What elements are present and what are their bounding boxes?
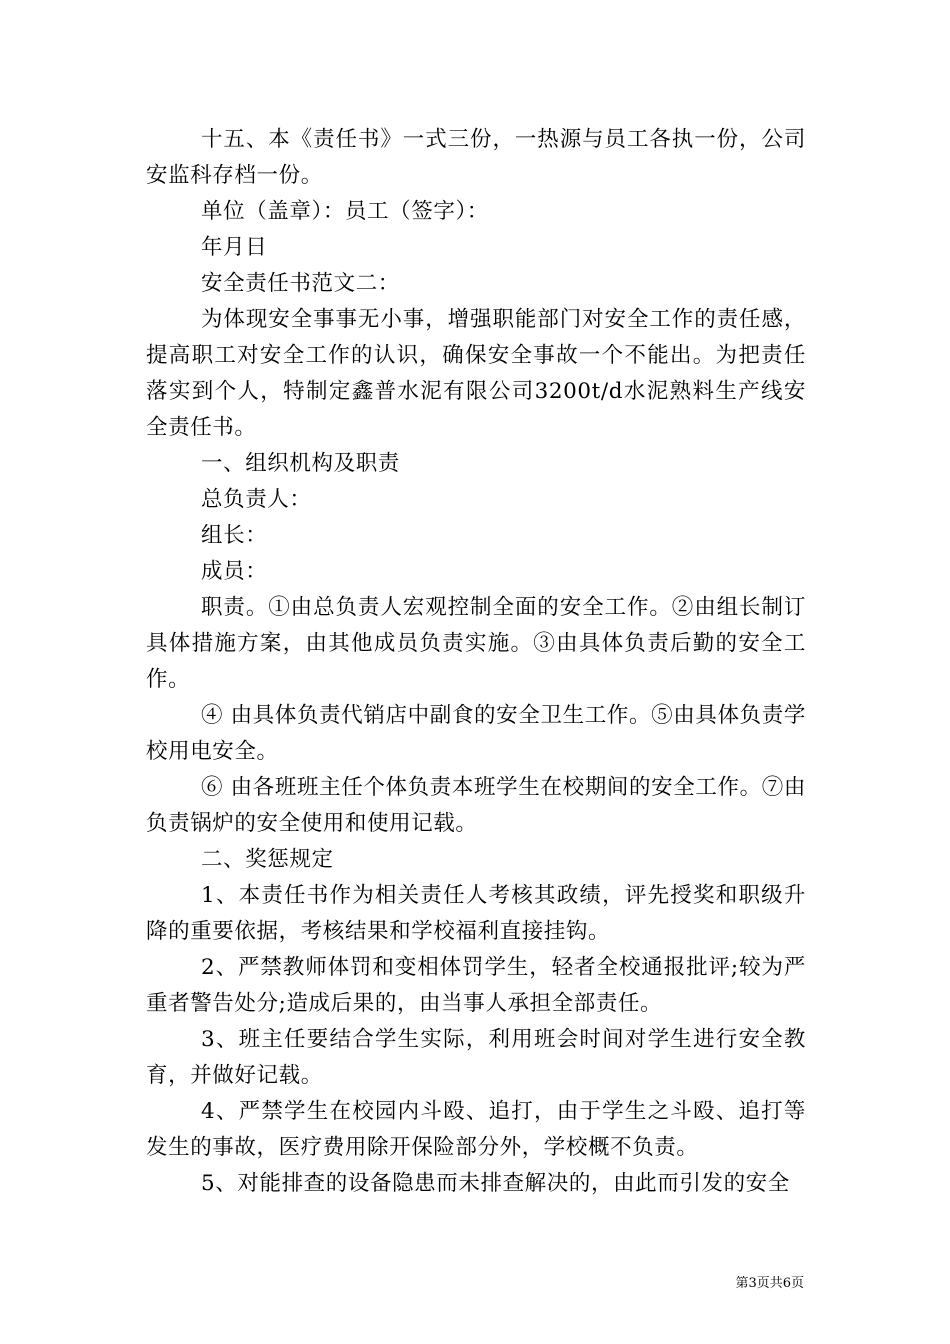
section-heading-organization: 一、组织机构及职责 — [201, 451, 400, 476]
paragraph-copies: 十五、本《责任书》一式三份，一热源与员工各执一份，公司安监科存档一份。 — [146, 127, 806, 188]
paragraph-intro: 为体现安全事事无小事，增强职能部门对安全工作的责任感，提高职工对安全工作的认识，确保安全事故一个不能出。为把责任落实到个人，特制定鑫普水泥有限公司3200t/d水泥熟料生产线安全责任书。 — [146, 307, 806, 440]
paragraph-signatures: 单位（盖章）：员工（签字）： — [201, 199, 489, 224]
paragraph-duties: 职责。①由总负责人宏观控制全面的安全工作。②由组长制订具体措施方案，由其他成员负责实施。③由具体负责后勤的安全工作。 — [146, 595, 806, 692]
paragraph-sample-two-title: 安全责任书范文二： — [201, 271, 400, 296]
paragraph-chief: 总负责人： — [201, 487, 312, 512]
paragraph-rule-3: 3、班主任要结合学生实际，利用班会时间对学生进行安全教育，并做好记载。 — [146, 1027, 806, 1088]
paragraph-duties-4-5: ④ 由具体负责代销店中副食的安全卫生工作。⑤由具体负责学校用电安全。 — [146, 703, 806, 764]
paragraph-duties-6-7: ⑥ 由各班班主任个体负责本班学生在校期间的安全工作。⑦由负责锅炉的安全使用和使用记载。 — [146, 775, 806, 836]
section-heading-rewards: 二、奖惩规定 — [201, 847, 334, 872]
document-body — [146, 122, 806, 1202]
paragraph-rule-5: 5、对能排查的设备隐患而未排查解决的，由此而引发的安全 — [201, 1171, 790, 1196]
paragraph-leader: 组长： — [201, 523, 268, 548]
paragraph-members: 成员： — [201, 559, 268, 584]
paragraph-rule-4: 4、严禁学生在校园内斗殴、追打，由于学生之斗殴、追打等发生的事故，医疗费用除开保险部分外，学校概不负责。 — [146, 1099, 806, 1160]
page-number: 第3页共6页 — [735, 1276, 804, 1291]
paragraph-rule-1: 1、本责任书作为相关责任人考核其政绩，评先授奖和职级升降的重要依据，考核结果和学校福利直接挂钩。 — [146, 883, 806, 944]
paragraph-date: 年月日 — [201, 235, 268, 260]
paragraph-rule-2: 2、严禁教师体罚和变相体罚学生，轻者全校通报批评;较为严重者警告处分;造成后果的，由当事人承担全部责任。 — [146, 955, 806, 1016]
